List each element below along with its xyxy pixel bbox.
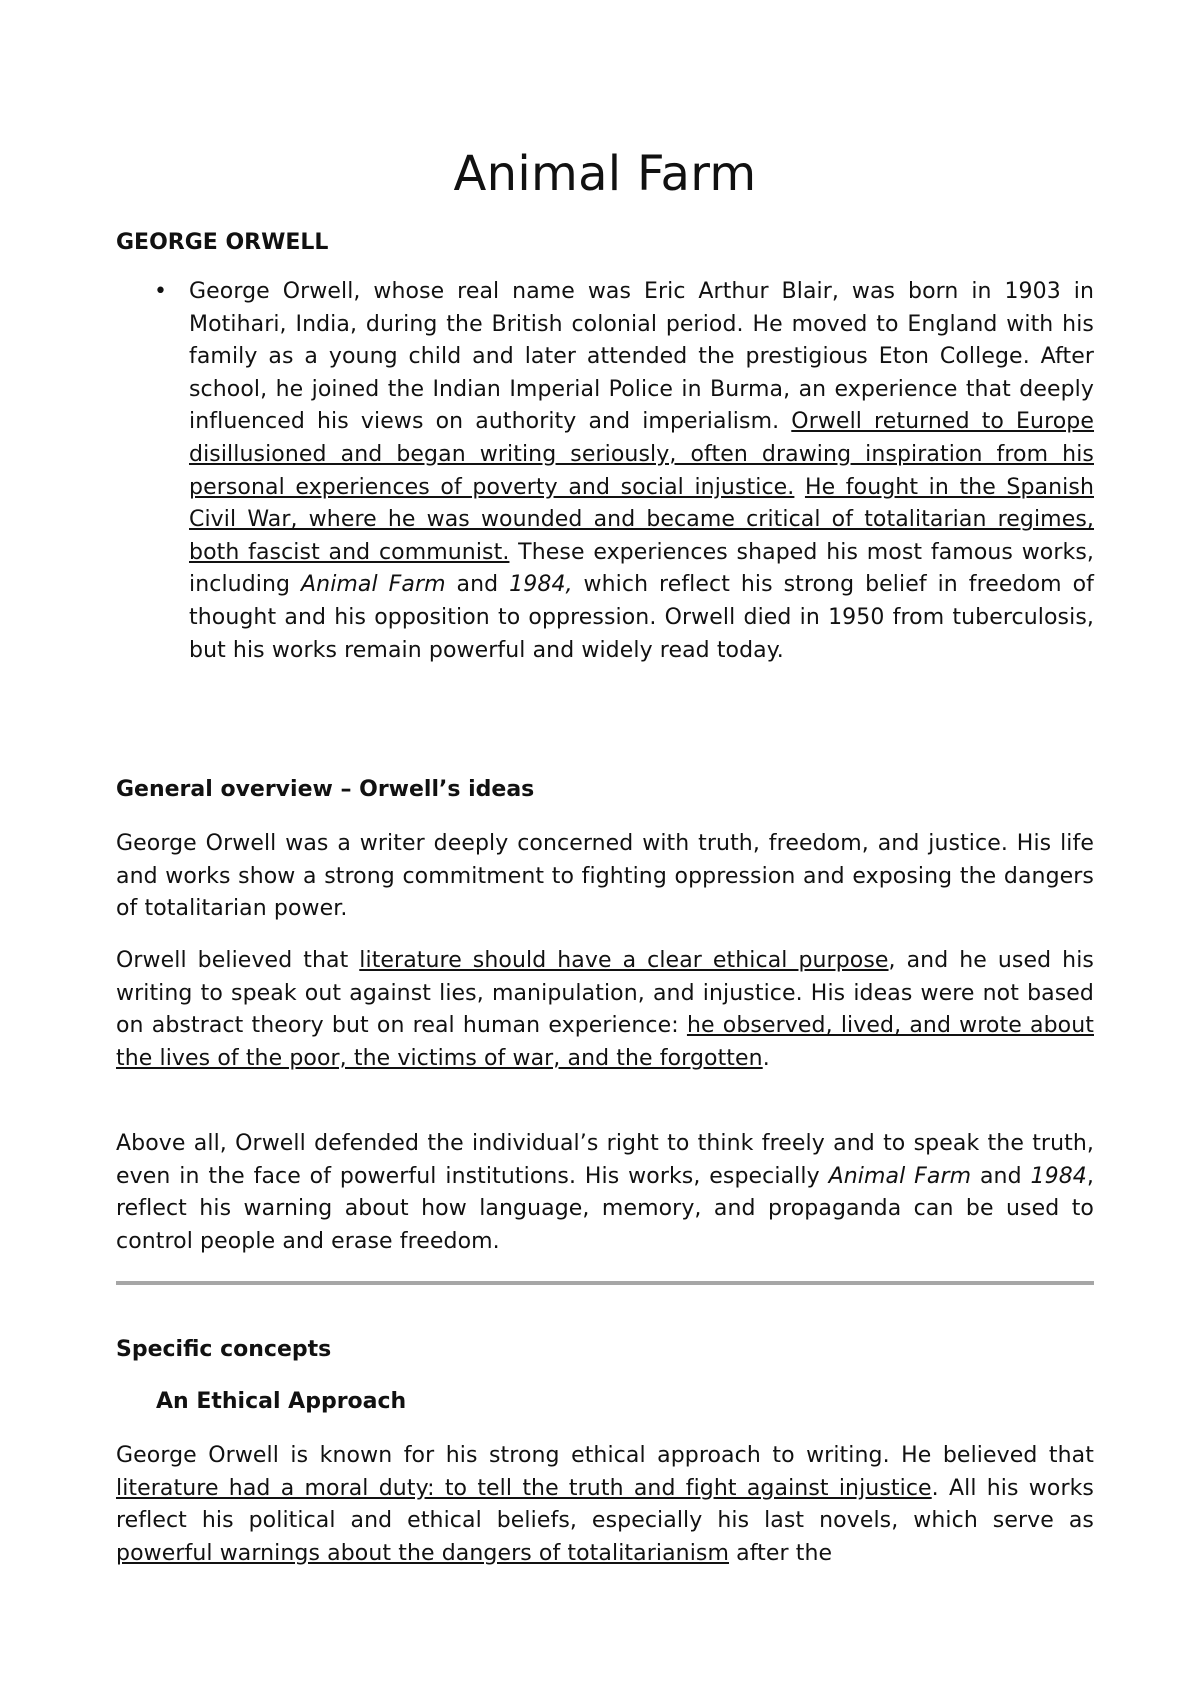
bio-text: which reflect his strong belief in freedom of thought and his opposition to oppression. Orwell died in 1950 from tuberculosis, but his works remain powerful and widely read today. [189,572,1094,663]
overview-paragraph-1: George Orwell was a writer deeply concerned with truth, freedom, and justice. His life and works show a strong commitment to fighting oppression and exposing the dangers of totalitarian power. [116,831,1094,922]
document-title: Animal Farm [453,146,757,202]
horizontal-divider [116,1281,1094,1285]
underlined-text: powerful warnings about the dangers of totalitarianism [116,1540,730,1566]
bio-underlined-text: Orwell returned to Europe disillusioned and began writing seriously, often drawing inspiration from his personal experiences of poverty and social injustice. [189,409,1095,500]
underlined-text: literature should have a clear ethical purpose [359,948,889,973]
paragraph-text: , and he used his writing to speak out against lies, manipulation, and injustice. His ideas were not based on abstract theory but on real human experience: [116,948,1094,1039]
paragraph-text: Above all, Orwell defended the individual’s right to think freely and to speak the truth, even in the face of powerful institutions. His works, especially [116,1131,1094,1189]
book-title: 1984 [1030,1163,1087,1189]
overview-heading: General overview – Orwell’s ideas [116,777,535,802]
overview-paragraph-3 [116,1128,1094,1258]
underlined-text: he observed, lived, and wrote about the lives of the poor, the victims of war, and the forgotten [116,1013,1094,1071]
overview-paragraph-2 [116,945,1094,1075]
paragraph-text: Orwell believed that [116,948,360,973]
paragraph-text: . All his works reflect his political and ethical beliefs, especially his last novels, which serve as [116,1475,1094,1534]
bio-underlined-text: He fought in the Spanish Civil War, where he was wounded and became critical of totalitarian regimes, both fascist and communist. [189,474,1094,565]
author-heading: GEORGE ORWELL [116,230,329,255]
concepts-paragraph-1 [116,1440,1094,1570]
paragraph-text: after the [729,1540,833,1566]
book-title: Animal Farm [828,1163,972,1189]
paragraph-text: , reflect his warning about how language, memory, and propaganda can be used to control people and erase freedom. [116,1163,1094,1254]
bio-text: George Orwell, whose real name was Eric Arthur Blair, was born in 1903 in Motihari, India, during the British colonial period. He moved to England with his family as a young child and later attended the prestigious Eton College. After school, he joined the Indian Imperial Police in Burma, an experience that deeply influenced his views on authority and imperialism. [189,279,1094,435]
paragraph-text: and [971,1163,1031,1189]
paragraph-text: George Orwell is known for his strong ethical approach to writing. He believed that [116,1443,1094,1468]
bullet-icon: • [154,279,168,304]
paragraph-text: . [762,1045,770,1071]
concepts-subheading: An Ethical Approach [156,1389,407,1414]
biography-list [116,276,1094,667]
underlined-text: literature had a moral duty: to tell the truth and fight against injustice [116,1475,932,1501]
biography-item [116,276,1094,667]
concepts-heading: Specific concepts [116,1337,332,1362]
bio-text: and [445,572,510,598]
bio-text: These experiences shaped his most famous works, including [189,539,1094,598]
book-title: 1984, [509,572,573,598]
book-title: Animal Farm [301,572,446,598]
